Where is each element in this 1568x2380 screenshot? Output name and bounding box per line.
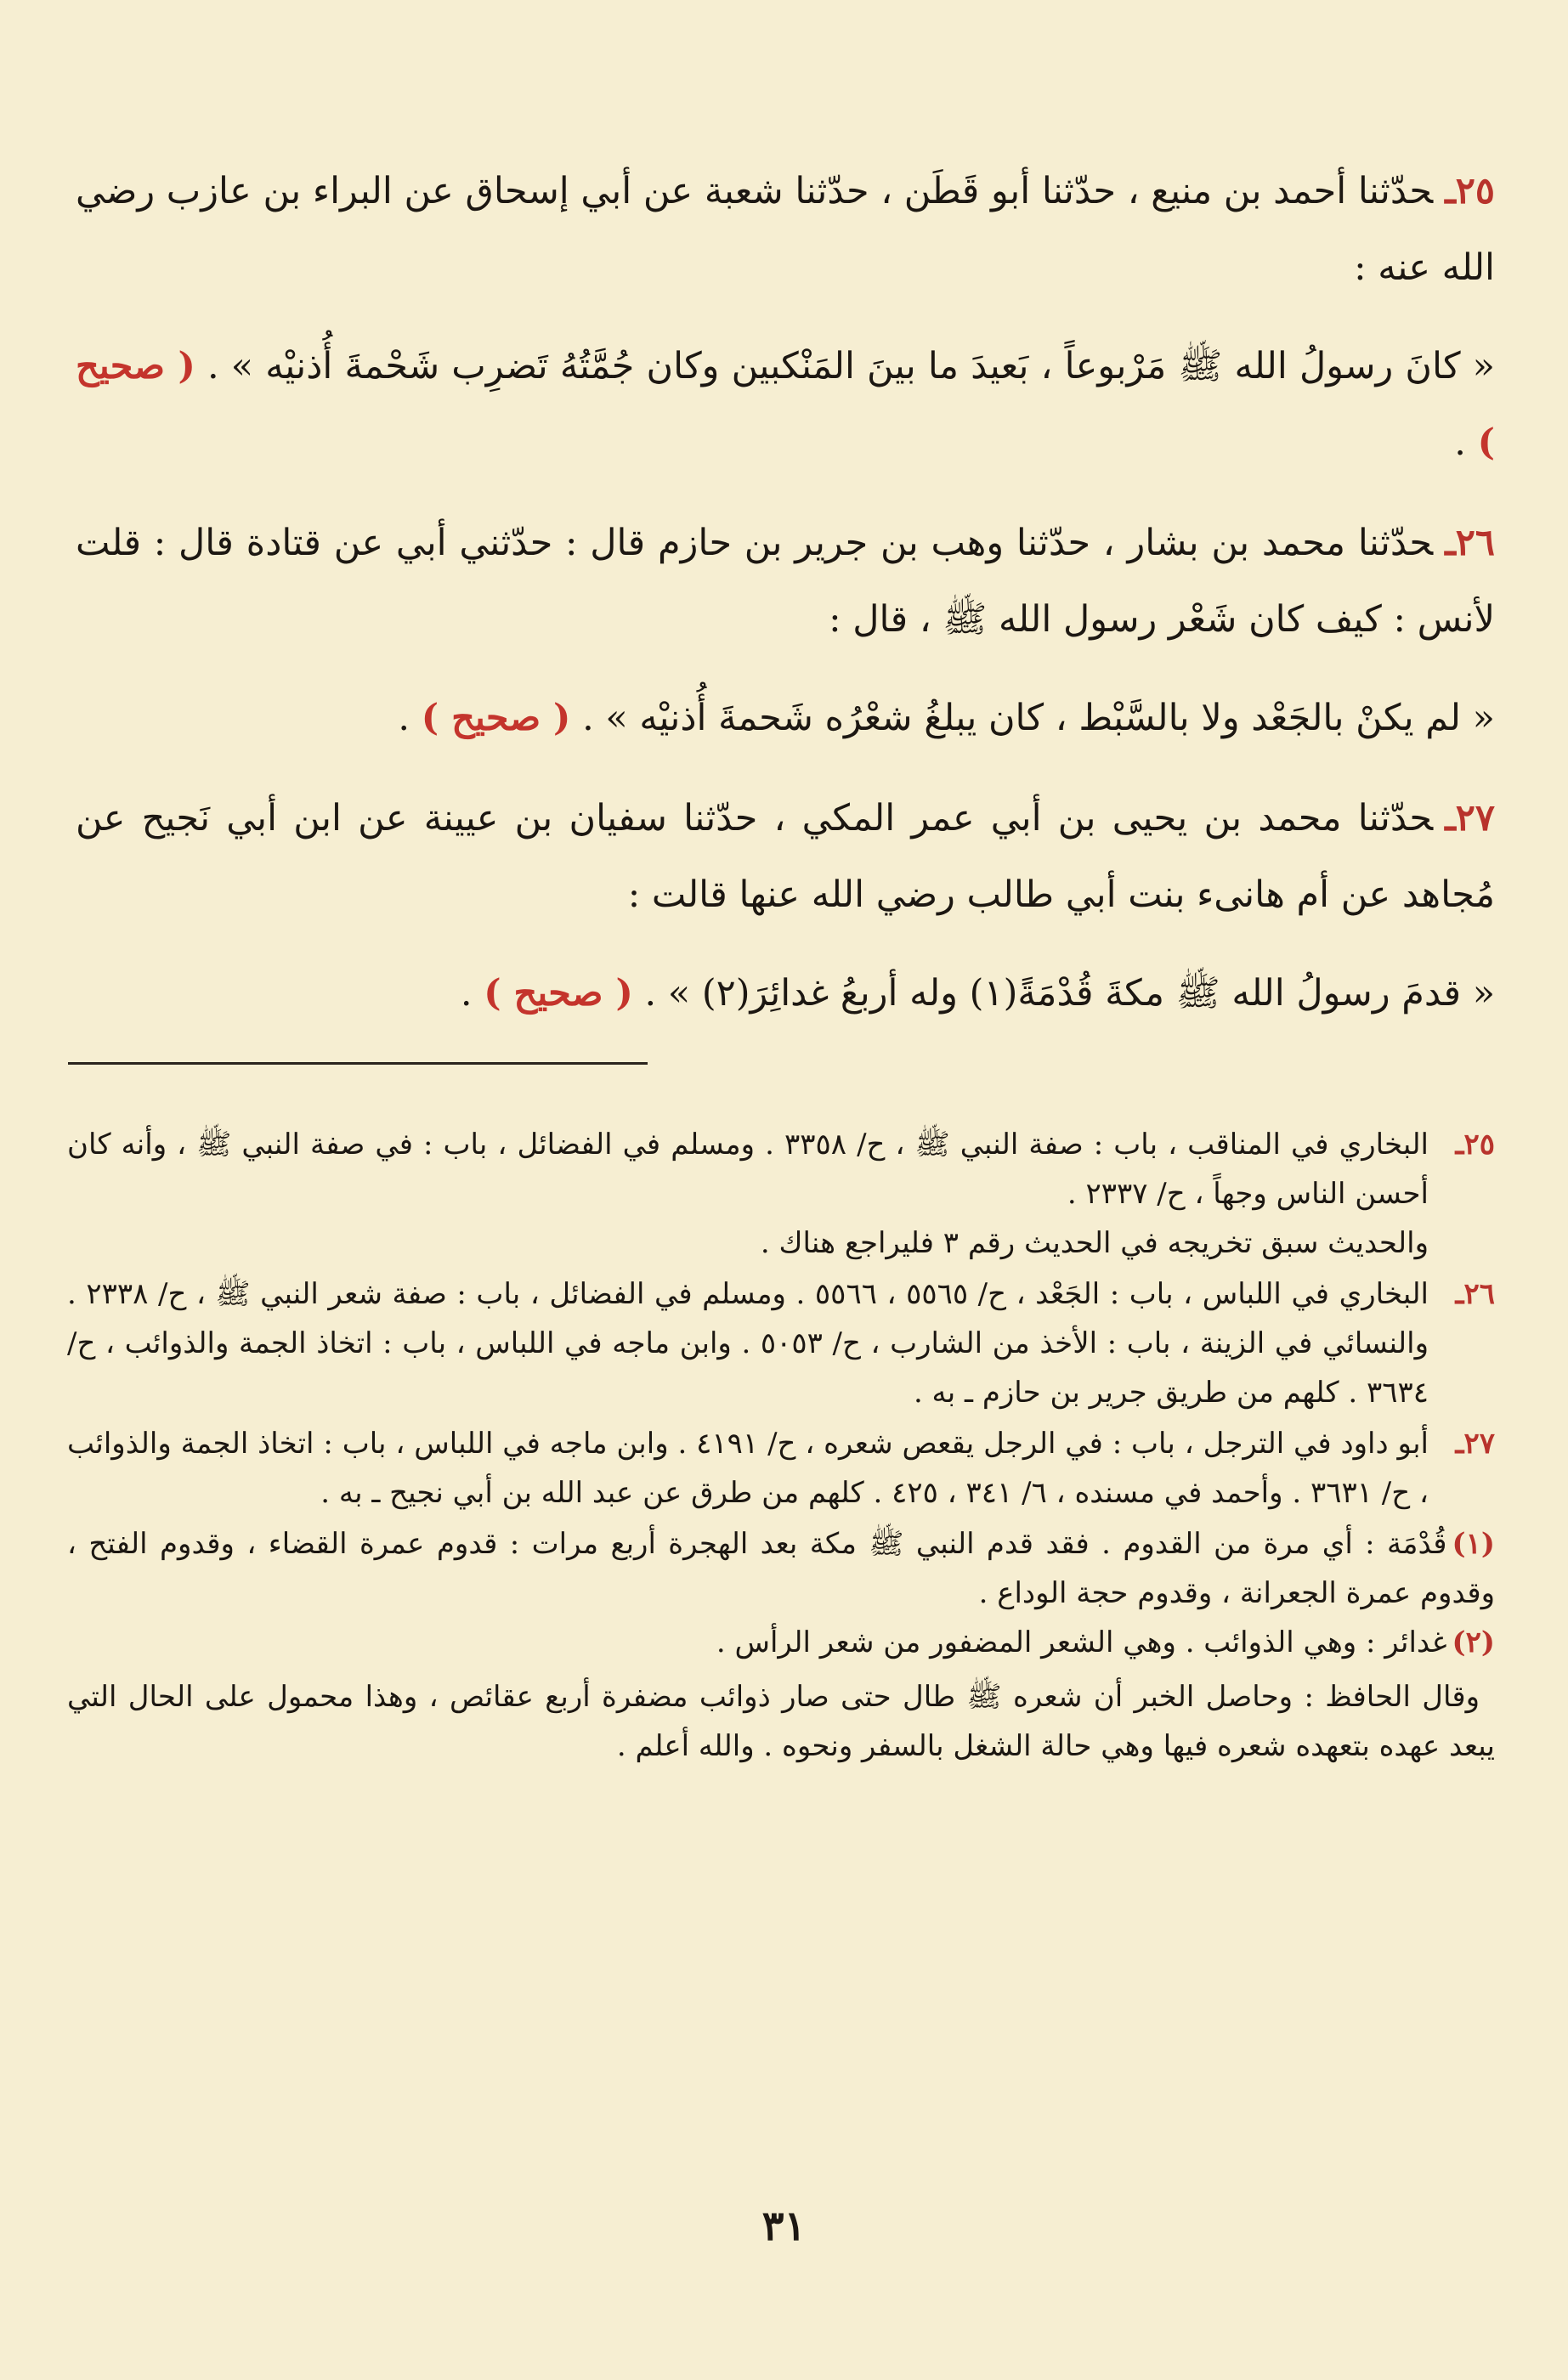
note-number: ٢٥ـ	[1455, 1128, 1495, 1162]
takhrij-25	[67, 1120, 1495, 1268]
footnote-separator	[68, 1062, 648, 1065]
takhrij-26	[67, 1269, 1495, 1417]
hadith-number: ٢٧ـ	[1445, 797, 1495, 840]
note-line: البخاري في اللباس ، باب : الجَعْد ، ح/ ٥٥٦٥ ، ٥٥٦٦ . ومسلم في الفضائل ، باب : صفة شعر النبي ﷺ ، ح/ ٢٣٣٨ . والنسائي في الزينة ، باب : الأخذ من الشارب ، ح/ ٥٠٥٣ . وابن ماجه في اللباس ، باب : اتخاذ الجمة والذوائب ، ح/ ٣٦٣٤ . كلهم من طريق جرير بن حازم ـ به .	[67, 1277, 1429, 1410]
note-line: أبو داود في الترجل ، باب : في الرجل يقعص شعره ، ح/ ٤١٩١ . وابن ماجه في اللباس ، باب : اتخاذ الجمة والذوائب ، ح/ ٣٦٣١ . وأحمد في مسنده ، ٦/ ٣٤١ ، ٤٢٥ . كلهم من طرق عن عبد الله بن أبي نجيح ـ به .	[67, 1427, 1429, 1510]
hadith-section	[76, 153, 1495, 1055]
hadith-27	[76, 780, 1495, 1032]
hadith-number: ٢٥ـ	[1445, 170, 1495, 212]
note-line: والحديث سبق تخريجه في الحديث رقم ٣ فليراجع هناك .	[760, 1226, 1429, 1260]
hadith-25	[76, 153, 1495, 481]
page-number: ٣١	[761, 2202, 807, 2250]
hadith-matn: « كانَ رسولُ الله ﷺ مَرْبوعاً ، بَعيدَ ما بينَ المَنْكبين وكان جُمَّتُهُ تَضرِب شَحْمةَ أُذنيْه » . ( صحيح ) .	[76, 345, 1495, 464]
hadith-number: ٢٦ـ	[1445, 522, 1495, 564]
hadith-matn: « قدمَ رسولُ الله ﷺ مكةَ قُدْمَةً(١) وله أربعُ غدائِرَ(٢) » . ( صحيح ) .	[460, 972, 1495, 1015]
hadith-isnad: ٢٦ـحدّثنا محمد بن بشار ، حدّثنا وهب بن جرير بن حازم قال : حدّثني أبي عن قتادة قال : قلت لأنس : كيف كان شَعْر رسول الله ﷺ ، قال :	[76, 522, 1495, 641]
footnote-marker: (٢)	[1452, 1625, 1495, 1659]
footnote-2: (٢)غدائر : وهي الذوائب . وهي الشعر المضفور من شعر الرأس .	[716, 1625, 1495, 1659]
hadith-grade: ( صحيح )	[421, 697, 571, 739]
notes-section	[67, 1120, 1495, 1771]
hadith-isnad: ٢٧ـحدّثنا محمد بن يحيى بن أبي عمر المكي ، حدّثنا سفيان بن عيينة عن ابن أبي نَجيح عن مُجاهد عن أم هانىء بنت أبي طالب رضي الله عنها قالت :	[76, 797, 1495, 916]
note-body	[67, 1269, 1429, 1417]
note-number: ٢٦ـ	[1455, 1277, 1495, 1311]
hadith-isnad: ٢٥ـحدّثنا أحمد بن منيع ، حدّثنا أبو قَطَن ، حدّثنا شعبة عن أبي إسحاق عن البراء بن عازب رضي الله عنه :	[76, 170, 1495, 289]
note-body	[67, 1120, 1429, 1268]
closing-note: وقال الحافظ : وحاصل الخبر أن شعره ﷺ طال حتى صار ذوائب مضفرة أربع عقائص ، وهذا محمول على الحال التي يبعد عهده بتعهده شعره فيها وهي حالة الشغل بالسفر ونحوه . والله أعلم .	[67, 1680, 1495, 1763]
hadith-26	[76, 505, 1495, 756]
note-body	[67, 1419, 1429, 1518]
hadith-grade: ( صحيح )	[76, 345, 1495, 464]
footnote-1: (١)قُدْمَة : أي مرة من القدوم . فقد قدم النبي ﷺ مكة بعد الهجرة أربع مرات : قدوم عمرة القضاء ، وقدوم الفتح ، وقدوم عمرة الجعرانة ، وقدوم حجة الوداع .	[67, 1527, 1495, 1610]
footnote-marker: (١)	[1452, 1527, 1495, 1561]
hadith-grade: ( صحيح )	[484, 972, 633, 1015]
takhrij-27	[67, 1419, 1495, 1518]
note-line: البخاري في المناقب ، باب : صفة النبي ﷺ ، ح/ ٣٣٥٨ . ومسلم في الفضائل ، باب : في صفة النبي ﷺ ، وأنه كان أحسن الناس وجهاً ، ح/ ٢٣٣٧ .	[67, 1128, 1429, 1211]
hadith-matn: « لم يكنْ بالجَعْد ولا بالسَّبْط ، كان يبلغُ شعْرُه شَحمةَ أُذنيْه » . ( صحيح ) .	[398, 697, 1495, 739]
note-number: ٢٧ـ	[1455, 1427, 1495, 1461]
